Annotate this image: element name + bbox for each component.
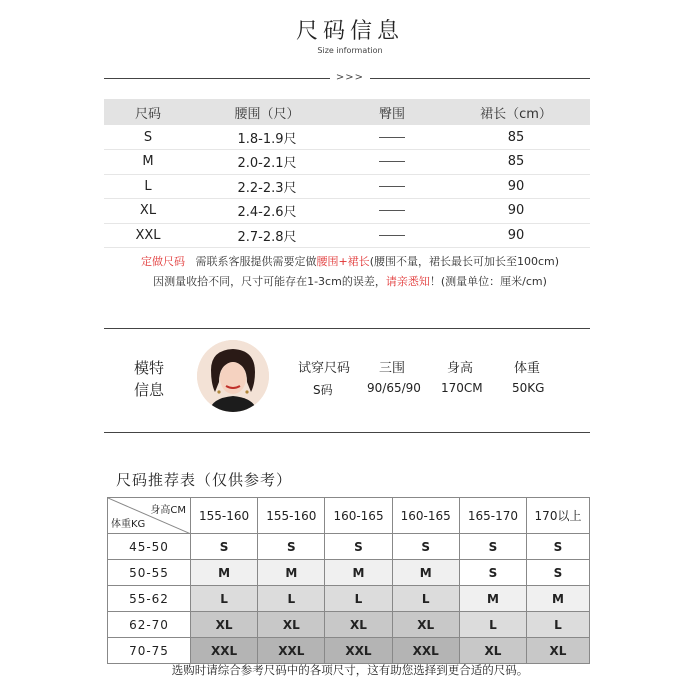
weight-header: 70-75: [108, 638, 191, 664]
recommend-row: [108, 612, 590, 638]
custom-size-note: [0, 253, 700, 269]
recommend-size-cell: XL: [527, 638, 590, 664]
page-subtitle: Size information: [317, 46, 383, 55]
note-highlight: 腰围+裙长: [316, 255, 370, 268]
model-header: 体重: [514, 361, 541, 376]
recommend-size-cell: XL: [325, 612, 392, 638]
height-header: 155-160: [191, 498, 258, 534]
height-header: 160-165: [392, 498, 459, 534]
waist-cell: 2.7-2.8尺: [192, 223, 342, 248]
recommend-header-row: [108, 498, 590, 534]
model-label: 信息: [133, 381, 164, 399]
model-value: S码: [313, 383, 333, 397]
recommend-size-cell: XXL: [392, 638, 459, 664]
hip-cell: [342, 150, 442, 175]
arrows-icon: >>>: [330, 70, 370, 86]
divider: [104, 328, 590, 329]
recommend-row: [108, 586, 590, 612]
page-title: 尺码信息: [295, 19, 404, 44]
recommend-size-cell: S: [392, 534, 459, 560]
height-header: 165-170: [459, 498, 526, 534]
recommend-size-cell: XL: [258, 612, 325, 638]
recommend-size-cell: S: [527, 534, 590, 560]
recommend-title: 尺码推荐表（仅供参考）: [116, 471, 293, 489]
hip-cell: [342, 174, 442, 199]
weight-header: 45-50: [108, 534, 191, 560]
weight-header: 50-55: [108, 560, 191, 586]
model-value: 170CM: [441, 381, 483, 395]
weight-header: 55-62: [108, 586, 191, 612]
recommend-size-cell: XL: [191, 612, 258, 638]
size-row: [104, 199, 590, 224]
size-table-header: [104, 99, 590, 125]
length-cell: 85: [442, 150, 590, 175]
recommend-size-cell: L: [392, 586, 459, 612]
recommend-size-cell: L: [258, 586, 325, 612]
weight-header: 62-70: [108, 612, 191, 638]
dash-icon: [379, 137, 405, 138]
size-cell: XXL: [104, 223, 192, 248]
col-header-size: 尺码: [104, 99, 192, 125]
note-text: 需联系客服提供需要定做: [195, 255, 317, 268]
recommend-size-cell: M: [392, 560, 459, 586]
dash-icon: [379, 210, 405, 211]
length-cell: 90: [442, 223, 590, 248]
model-header: 身高: [447, 361, 474, 376]
col-header-length: 裙长（cm）: [442, 99, 590, 125]
recommend-size-cell: S: [325, 534, 392, 560]
note-text: 因测量收拾不同，尺寸可能存在1-3cm的误差，: [153, 275, 386, 288]
recommend-size-cell: S: [527, 560, 590, 586]
model-value: 50KG: [512, 381, 545, 395]
size-table: [104, 99, 590, 248]
weight-axis-label: 体重KG: [111, 519, 146, 530]
model-label: 模特: [133, 359, 164, 377]
size-row: [104, 150, 590, 175]
recommend-size-cell: S: [459, 534, 526, 560]
recommend-size-cell: S: [459, 560, 526, 586]
recommend-row: [108, 560, 590, 586]
size-cell: L: [104, 174, 192, 199]
recommend-size-cell: L: [527, 612, 590, 638]
recommend-size-cell: XL: [392, 612, 459, 638]
recommend-size-cell: XL: [459, 638, 526, 664]
recommend-size-cell: XXL: [258, 638, 325, 664]
recommend-size-cell: L: [191, 586, 258, 612]
divider: [104, 432, 590, 433]
recommend-row: [108, 638, 590, 664]
height-axis-label: 身高CM: [150, 505, 186, 516]
waist-cell: 1.8-1.9尺: [192, 125, 342, 150]
recommend-size-cell: XXL: [191, 638, 258, 664]
height-header: 160-165: [325, 498, 392, 534]
recommend-row: [108, 534, 590, 560]
note-highlight: 请亲悉知: [385, 275, 430, 288]
height-header: 170以上: [527, 498, 590, 534]
corner-cell: [108, 498, 191, 534]
model-header: 三围: [379, 361, 406, 376]
dash-icon: [379, 186, 405, 187]
size-row: [104, 174, 590, 199]
waist-cell: 2.2-2.3尺: [192, 174, 342, 199]
dash-icon: [379, 235, 405, 236]
recommend-size-cell: XXL: [325, 638, 392, 664]
custom-size-label: 定做尺码: [140, 255, 185, 268]
recommend-size-cell: S: [191, 534, 258, 560]
recommend-size-cell: M: [258, 560, 325, 586]
dash-icon: [379, 161, 405, 162]
recommend-table: [107, 497, 590, 664]
size-row: [104, 125, 590, 150]
hip-cell: [342, 199, 442, 224]
note-text: (腰围不量，裙长最长可加长至100cm): [369, 255, 560, 268]
recommend-size-cell: S: [258, 534, 325, 560]
recommend-size-cell: M: [325, 560, 392, 586]
measurement-note: [0, 273, 700, 289]
size-cell: M: [104, 150, 192, 175]
length-cell: 90: [442, 174, 590, 199]
recommend-size-cell: L: [325, 586, 392, 612]
model-photo: [197, 340, 269, 412]
waist-cell: 2.4-2.6尺: [192, 199, 342, 224]
size-cell: XL: [104, 199, 192, 224]
footer-note: 选购时请综合参考尺码中的各项尺寸，这有助您选择到更合适的尺码。: [171, 663, 529, 677]
model-value: 90/65/90: [367, 381, 421, 395]
hip-cell: [342, 125, 442, 150]
recommend-size-cell: M: [459, 586, 526, 612]
recommend-size-cell: M: [191, 560, 258, 586]
note-text: ！(测量单位：厘米/cm): [429, 275, 547, 288]
size-cell: S: [104, 125, 192, 150]
height-header: 155-160: [258, 498, 325, 534]
recommend-size-cell: M: [527, 586, 590, 612]
col-header-waist: 腰围（尺）: [192, 99, 342, 125]
recommend-size-cell: L: [459, 612, 526, 638]
waist-cell: 2.0-2.1尺: [192, 150, 342, 175]
col-header-hip: 臀围: [342, 99, 442, 125]
length-cell: 85: [442, 125, 590, 150]
length-cell: 90: [442, 199, 590, 224]
size-row: [104, 223, 590, 248]
model-header: 试穿尺码: [298, 361, 351, 376]
hip-cell: [342, 223, 442, 248]
